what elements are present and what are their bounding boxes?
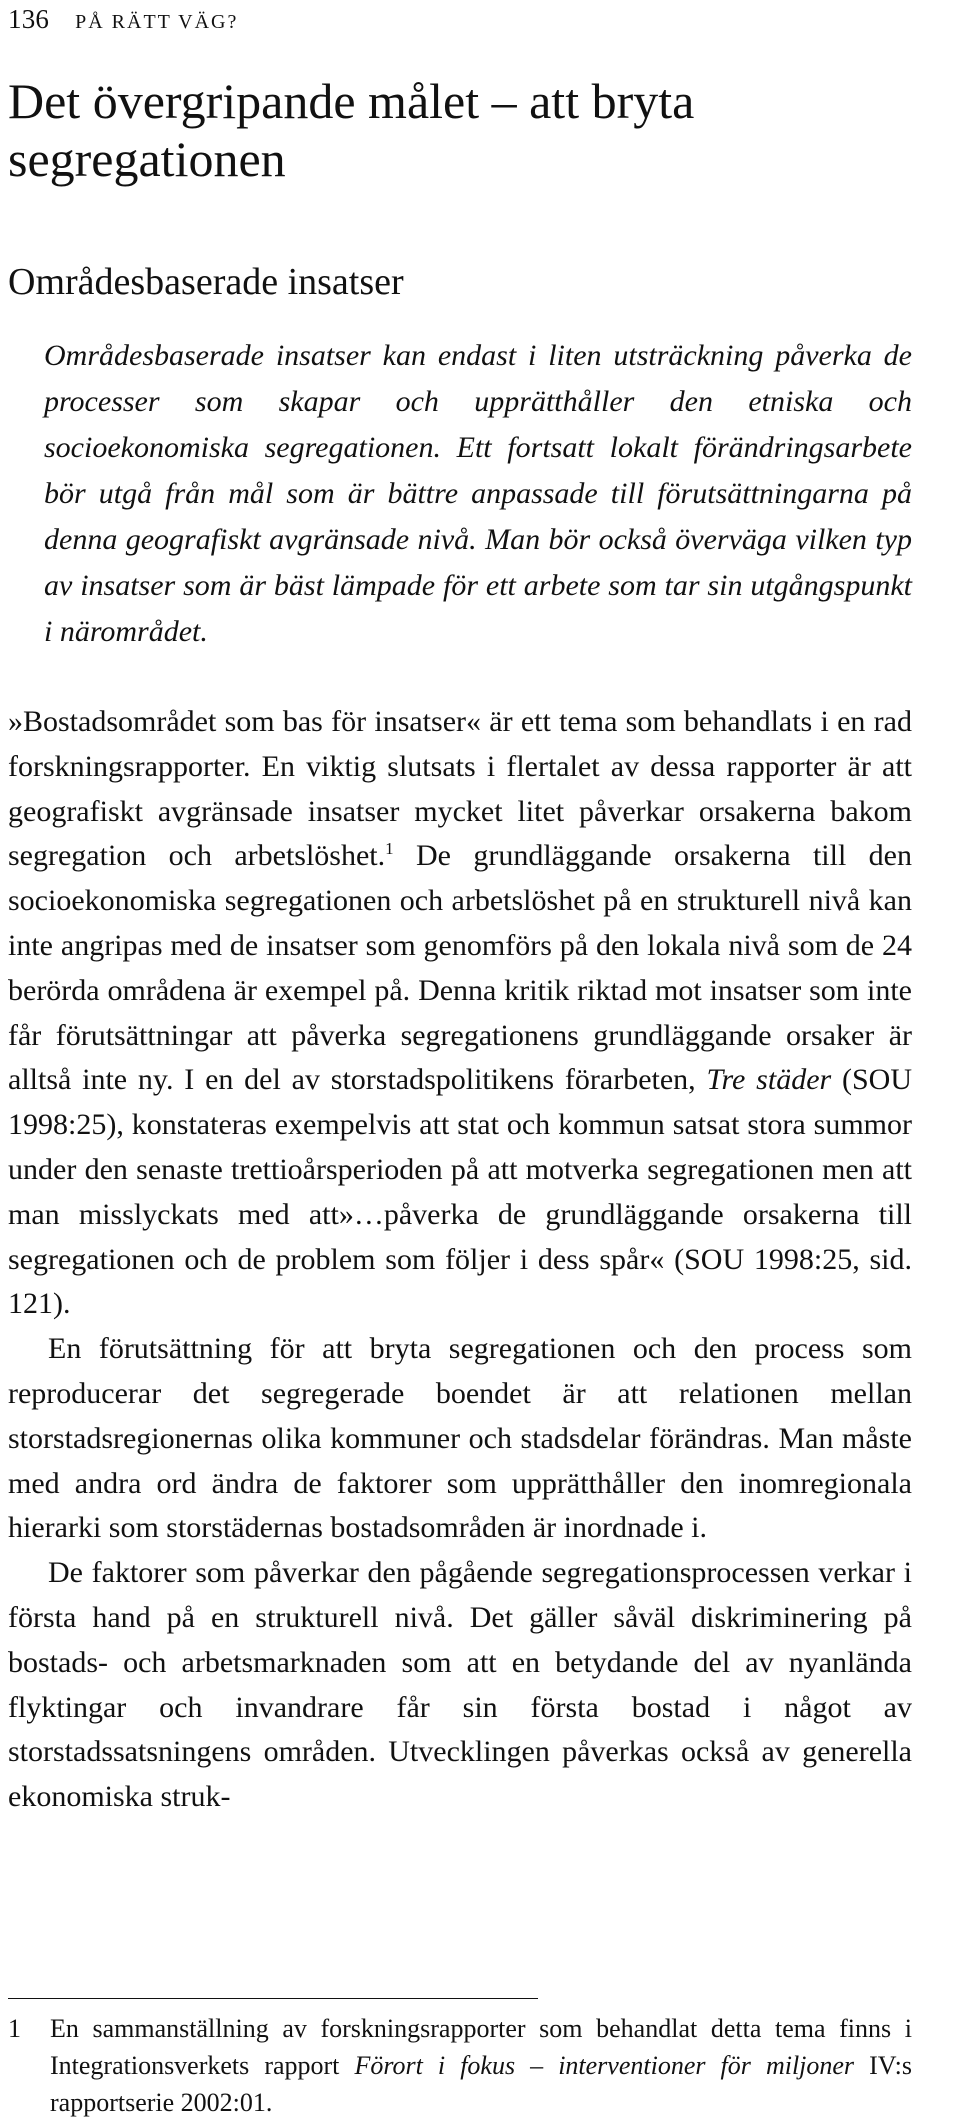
running-head [8,4,238,35]
footnote-reference: 1 [385,839,394,859]
body-text-segment: (SOU 1998:25), konstateras exempelvis att stat och kommun satsat stora summor under den senaste trettioårsperioden på att motverka segregationen men att man misslyckats med att»…påverka de grundläggande orsakerna till segregationen och de problem som följer i dess spår« (SOU 1998:25, sid. 121). [8,1063,912,1321]
page-number: 136 [8,4,50,34]
footnote-text-segment: En sammanställning av forskningsrapporter som behandlat detta tema finns i Integrationsverkets rapport [50,2014,912,2080]
footnote-text [50,2010,912,2121]
footnote [8,2010,912,2121]
footnote-text-segment: IV:s rapportserie 2002:01. [50,2051,912,2117]
body-paragraph: En förutsättning för att bryta segregationen och den process som reproducerar det segregerade boendet är att relationen mellan storstadsregionernas olika kommuner och stadsdelar förändras. Man måste med andra ord ändra de faktorer som upprätthåller den inomregionala hierarki som storstädernas bostadsområden är inordnade i. [8,1332,912,1545]
running-head-title: PÅ RÄTT VÄG? [75,11,239,33]
chapter-title: Det övergripande målet – att bryta segregationen [8,73,695,187]
section-title: Områdesbaserade insatser [8,261,404,303]
footnote-divider [8,1998,538,1999]
footnote-number: 1 [8,2014,21,2043]
body-paragraph: De faktorer som påverkar den pågående segregationsprocessen verkar i första hand på en strukturell nivå. Det gäller såväl diskriminering på bostads- och arbetsmarknaden som att en betydande del av nyanlända flyktingar och invandrare får sin första bostad i något av storstadssatsningens områden. Utvecklingen påverkas också av generella ekonomiska struk- [8,1556,912,1814]
body-text-segment: »Bostadsområdet som bas för insatser« är ett tema som behandlats i en rad forskningsrapporter. En viktig slutsats i flertalet av dessa rapporter är att geografiskt avgränsade insatser mycket litet påverkar orsakerna bakom segregation och arbetslöshet. [8,705,912,873]
footnote-cited-title: Förort i fokus – interventioner för miljoner [354,2051,855,2080]
lead-paragraph: Områdesbaserade insatser kan endast i liten utsträckning påverka de processer som skapar och upprätthåller den etniska och socioekonomiska segregationen. Ett fortsatt lokalt förändringsarbete bör utgå från mål som är bättre anpassade till förutsättningarna på denna geografiskt avgränsade nivå. Man bör också överväga vilken typ av insatser som är bäst lämpade för ett arbete som tar sin utgångspunkt i närområdet. [44,339,912,648]
body-text-segment: De grundläggande orsakerna till den socioekonomiska segregationen och arbetslöshet på en strukturell nivå kan inte angripas med de insatser som genomförs på den lokala nivå som de 24 berörda områdena är exempel på. Denna kritik riktad mot insatser som inte får förutsättningar att påverka segregationens grundläggande orsaker är alltså inte ny. I en del av storstadspolitikens förarbeten, [8,839,913,1097]
body-paragraph [8,700,912,1327]
cited-title: Tre städer [706,1063,832,1097]
body-text [8,700,912,1820]
